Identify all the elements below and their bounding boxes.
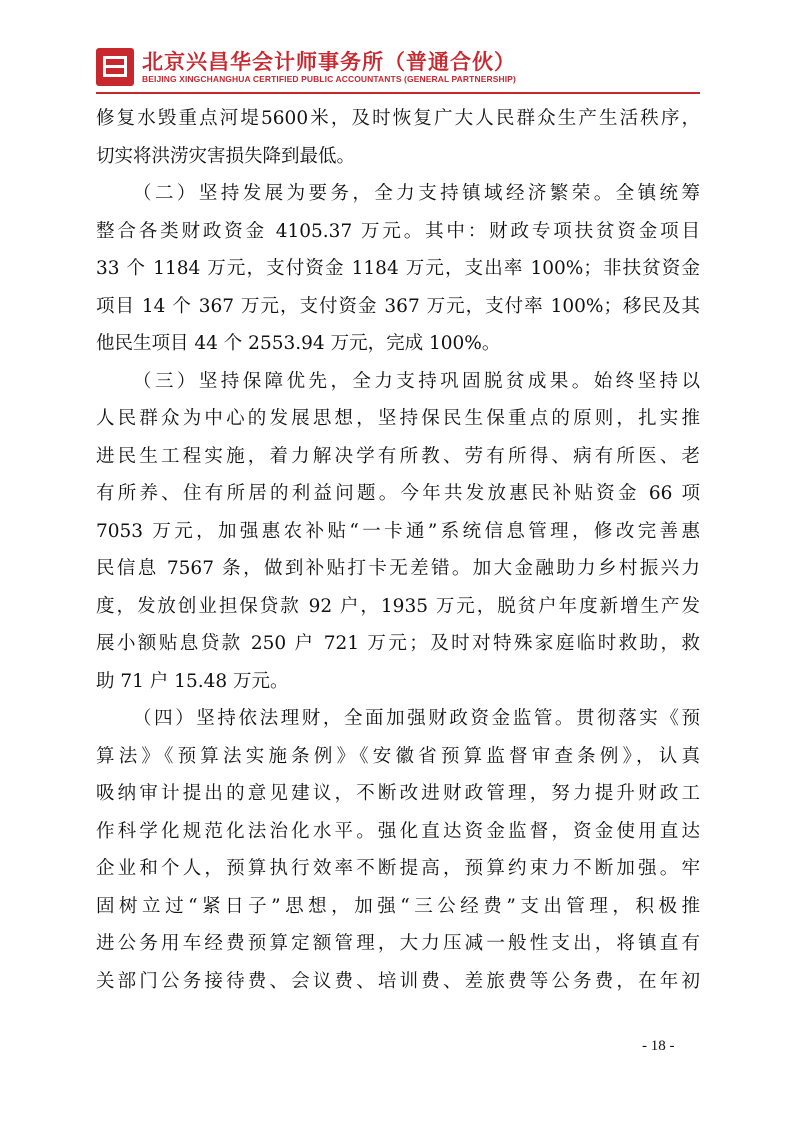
text-line: 算法》《预算法实施条例》《安徽省预算监督审查条例》，认真 xyxy=(96,745,700,767)
header-divider xyxy=(96,92,700,94)
text-line: 整合各类财政资金 4105.37 万元。其中：财政专项扶贫资金项目 xyxy=(96,220,700,242)
text-line: 7053 万元，加强惠农补贴“一卡通”系统信息管理，修改完善惠 xyxy=(96,520,700,542)
firm-name-chinese: 北京兴昌华会计师事务所（普通合伙） xyxy=(142,50,516,74)
text-line: 企业和个人，预算执行效率不断提高，预算约束力不断加强。牢 xyxy=(96,858,700,879)
text-line: 切实将洪涝灾害损失降到最低。 xyxy=(96,145,356,167)
section-heading-line: （四）坚持依法理财，全面加强财政资金监管。贯彻落实《预 xyxy=(133,708,700,729)
text-line: 进民生工程实施，着力解决学有所教、劳有所得、病有所医、老 xyxy=(96,445,700,467)
text-line: 33 个 1184 万元，支付资金 1184 万元，支出率 100%；非扶贫资金 xyxy=(96,258,700,279)
text-line: 人民群众为中心的发展思想，坚持保民生保重点的原则，扎实推 xyxy=(96,408,700,429)
page-number: - 18 - xyxy=(642,1038,675,1054)
page-header xyxy=(96,46,716,90)
text-line: 度，发放创业担保贷款 92 户，1935 万元，脱贫户年度新增生产发 xyxy=(96,595,700,617)
text-line: 吸纳审计提出的意见建议，不断改进财政管理，努力提升财政工 xyxy=(96,783,700,804)
text-line: 关部门公务接待费、会议费、培训费、差旅费等公务费，在年初 xyxy=(96,970,700,992)
section-heading-line: （二）坚持发展为要务，全力支持镇域经济繁荣。全镇统筹 xyxy=(133,183,700,204)
text-line: 作科学化规范化法治化水平。强化直达资金监督，资金使用直达 xyxy=(96,820,700,842)
text-line: 修复水毁重点河堤5600米，及时恢复广大人民群众生产生活秩序， xyxy=(96,108,700,129)
text-line: 助 71 户 15.48 万元。 xyxy=(96,670,289,692)
firm-name-english: BEIJING XINGCHANGHUA CERTIFIED PUBLIC ACCOUNTANTS (GENERAL PARTNERSHIP) xyxy=(142,74,516,84)
text-line: 展小额贴息贷款 250 户 721 万元；及时对特殊家庭临时救助，救 xyxy=(96,633,700,654)
document-body xyxy=(96,100,700,1000)
text-line: 有所养、住有所居的利益问题。今年共发放惠民补贴资金 66 项 xyxy=(96,483,700,504)
firm-logo-icon xyxy=(96,48,134,86)
text-line: 进公务用车经费预算定额管理，大力压减一般性支出，将镇直有 xyxy=(96,933,700,954)
text-line: 民信息 7567 条，做到补贴打卡无差错。加大金融助力乡村振兴力 xyxy=(96,558,700,579)
text-line: 他民生项目 44 个 2553.94 万元，完成 100%。 xyxy=(96,333,501,354)
section-heading-line: （三）坚持保障优先，全力支持巩固脱贫成果。始终坚持以 xyxy=(133,370,700,392)
text-line: 固树立过“紧日子”思想，加强“三公经费”支出管理，积极推 xyxy=(96,895,700,917)
text-line: 项目 14 个 367 万元，支付资金 367 万元，支付率 100%；移民及其 xyxy=(96,295,700,317)
